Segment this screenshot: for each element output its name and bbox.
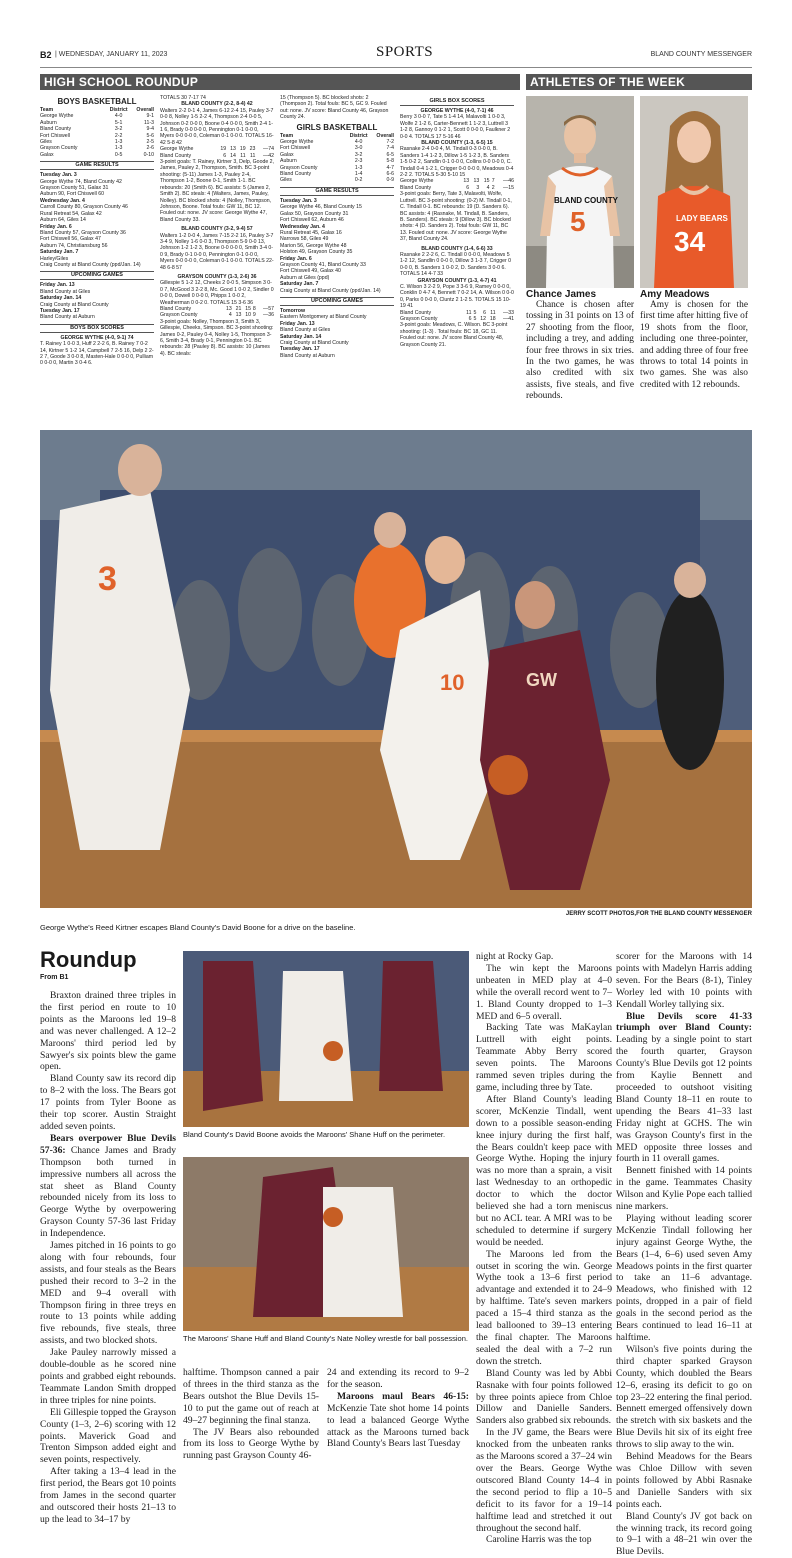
line-score-cell: 6 — [468, 316, 472, 322]
schedule-line: Grayson County 41, Bland County 33 — [280, 261, 366, 268]
boys-upcoming-list — [40, 282, 154, 320]
boys-standings-table — [40, 107, 154, 158]
story-paragraph: Bland County saw its record dip to 8–2 with the loss. The Bears got 17 points from Tyler Boone as their top scorer. Austin Straight added seven points. — [40, 1073, 176, 1132]
standings-cell: 4-7 — [386, 164, 394, 171]
standings-cell: 9-1 — [146, 113, 154, 120]
story-paragraph: After Bland County's leading scorer, McKenzie Tindall, went down to a possible season-ending knee injury during the first half, the Bears couldn't keep pace with George Wythe. Hoping the injury was no more than a sprain, a visit last Wednesday to an orthopedic doctor to which the doctor believed she had a torn meniscus but no ACL tear. A MRI was to be scheduled to determine if surgery would be needed. — [476, 1093, 612, 1248]
standings-cell: 3-2 — [354, 151, 363, 158]
line-score-cell: Bland County — [400, 309, 432, 316]
standings-cell: 1-3 — [114, 145, 123, 152]
schedule-line: Bland County 57, Grayson County 36 — [40, 229, 126, 236]
jersey-text: GW — [526, 670, 557, 690]
standings-cell: 3-2 — [114, 126, 123, 133]
story-col-2 — [183, 1367, 319, 1507]
standings-cell: 2-5 — [146, 139, 154, 146]
schedule-date: Tuesday Jan. 3 — [40, 172, 77, 179]
boxscore-text: Rasnake 2 2-2 6, C. Tindall 0 0-0 0, Meadows 5 1-2 12, Sandlin 0 0-0 0, Dillow 3 1-3 7, Crigger 0 0-0 0, B. Sanders 1 0-0 2, D. Sanders 3 0-0 6. TOTALS 14 4-7 33 — [400, 251, 512, 278]
photo-credit: JERRY SCOTT PHOTOS,FOR THE BLAND COUNTY MESSENGER — [565, 911, 752, 917]
line-score — [160, 146, 274, 159]
standings-cell: 6-5 — [386, 151, 394, 158]
line-score — [160, 306, 274, 319]
section-title: SPORTS — [376, 44, 434, 60]
standings-cell: 5-6 — [146, 132, 154, 139]
story-paragraph: After taking a 13–4 lead in the first period, the Bears got 10 points from James in the second quarter and outscored their hosts 21–13 to up the lead to 34–17 by — [40, 1466, 176, 1525]
story-paragraph: Bland County's JV got back on the winning track, its record going to 9–1 with a 48–21 win over the Blue Devils. — [616, 1510, 752, 1558]
standings-cell: 1-4 — [354, 171, 363, 178]
boxscore-text: TOTALS 30 7-17 74 — [160, 95, 206, 101]
boone-huff-photo — [183, 951, 469, 1127]
athlete-text — [526, 300, 634, 403]
standings-cell: George Wythe — [40, 113, 74, 120]
schedule-line: Craig County at Bland County — [40, 301, 109, 308]
story-paragraph: Chance James and Brady Thompson both turned in impressive numbers all across the stat sheet as Bland County rebounded nicely from its loss to George Wythe by overpowering Grayson County 57-36 last Friday in Independence. — [40, 1144, 176, 1240]
athlete-paragraph: Chance is chosen after tossing in 31 points on 13 of 27 shooting from the floor, including a trey, and adding four free throws in six tries. In the two games, he was also credited with six assists, five steals, and five rebounds. — [526, 300, 634, 402]
amy-meadows-photo — [640, 96, 748, 288]
standings-cell: 0-2 — [354, 177, 363, 184]
story-paragraph: In the JV game, the Bears were knocked from the unbeaten ranks as the Maroons scored a 37–24 win over the Bears. George Wythe outscored Bland County 14–4 in the second period to flip a 10–5 deficit to its favor for a 19–14 halftime lead and stretched it out throughout the second half. — [476, 1427, 612, 1534]
schedule-line: Narrows 58, Giles 49 — [280, 236, 329, 243]
boxscore-team-header: BLAND COUNTY (3-2, 9-4) 57 — [181, 226, 253, 233]
story-col-3 — [327, 1367, 469, 1507]
chance-james-photo — [526, 96, 634, 288]
standings-cell: 1-3 — [354, 164, 363, 171]
boxscore-text: Walters 2-2 0-1 4, James 6-12 2-4 15, Pauley 3-7 0-0 8, Nolley 1-5 2-2 4, Thompson 2-4 0-0 5, Johnson 0-2 0-0 0, Boone 0-4 0-0 0, Smith 2-4 1-1 6, Brady 0-0 0-0 0, Pennington 0-1 0-0 0, Myers 0-0 0-0 0, Coleman 0-1 0-0 0. TOTALS 16-42 5-8 42 — [160, 107, 274, 146]
roundup-banner: HIGH SCHOOL ROUNDUP — [40, 74, 520, 90]
story-paragraph: McKenzie Tate shot home 14 points to lead a balanced George Wythe attack as the Maroons turned back Bland County's Bears last Tuesday — [327, 1402, 469, 1450]
schedule-line: Rural Retreat 54, Galax 42 — [40, 210, 102, 217]
schedule-line: Galax 50, Grayson County 31 — [280, 210, 349, 217]
standings-cell: Auburn — [280, 158, 297, 165]
small-photo-caption: The Maroons' Shane Huff and Bland County's Nate Nolley wrestle for ball possession. — [183, 1334, 468, 1343]
story-paragraph: The win kept the Maroons unbeaten in MED play at 4–0 while the overall record went to 7–1. Bland County dropped to 1–3 MED and 6–5 overall. — [476, 962, 612, 1022]
standings-cell: 2-3 — [354, 158, 363, 165]
girls-results-title: GAME RESULTS — [280, 187, 394, 196]
line-score-cell: —46 — [503, 178, 514, 185]
boxscore-text: 3-point goals: T. Rainey, Kirtner 3, Delp, Goode 2, James, Pauley 2, Thompson, Smith. BC 3-point shooting: (5-11) James 1-3, Pauley 2-4, Thompson 1-2, Boone 0-1, Smith 1-1. BC rebounds: 20 (Smith 6). BC assists: 5 (James 2, Smith 2). BC steals: 4 (Walters, James, Pauley, Nolley). BC blocked shots: 4 (Nolley, Thompson, Johnson, Boone. Total fouls: GW 11, BC 12. Fouled out: none. JV score: George Wythe 47, Bland County 33. — [160, 159, 274, 223]
schedule-line: Craig County at Bland County — [280, 340, 349, 346]
line-score-cell: 18 — [489, 316, 496, 322]
line-score-cell: George Wythe — [400, 178, 434, 185]
schedule-line: Auburn 74, Christiansburg 56 — [40, 242, 108, 249]
standings-cell: Galax — [280, 151, 294, 158]
page-number: B2 — [40, 50, 52, 60]
line-score-cell: Bland County — [160, 152, 192, 159]
line-score-cell: 14 — [230, 152, 236, 159]
story-col-1 — [40, 990, 176, 1525]
girls-box-title: GIRLS BOX SCORES — [400, 98, 514, 106]
standings-cell: 11-3 — [144, 119, 154, 126]
athlete-portrait — [526, 96, 634, 288]
paper-name: BLAND COUNTY MESSENGER — [650, 51, 752, 58]
schedule-line: Bland County at Auburn — [280, 352, 335, 359]
story-headline-block — [40, 948, 137, 981]
line-score-cell: 11 — [250, 152, 256, 159]
line-score-cell: 2 — [491, 184, 495, 191]
col-team: Team — [40, 107, 54, 113]
girls-standings-table — [280, 133, 394, 184]
schedule-line: Eastern Montgomery at Bland County — [280, 314, 367, 321]
game-action-illustration — [40, 430, 752, 908]
schedule-date: Tuesday Jan. 3 — [280, 197, 317, 204]
standings-cell: 2-2 — [114, 132, 123, 139]
standings-cell: 1-3 — [114, 139, 123, 146]
story-paragraph: James pitched in 16 points to go along with four rebounds, four assists, and four steals as the Bears pushed their record to 3–2 in the MED and 9–4 overall with Thompson firing in three treys en route to 13 points while adding five rebounds, five steals, three assists, and two blocked shots. — [40, 1240, 176, 1347]
boys-upcoming-title: UPCOMING GAMES — [40, 271, 154, 280]
line-score-cell: 10 — [245, 312, 251, 319]
main-game-photo — [40, 430, 752, 908]
game-action-illustration — [183, 1157, 469, 1331]
standings-cell: 7-4 — [386, 145, 394, 152]
standings-cell: Auburn — [40, 119, 57, 126]
schedule-date: Saturday Jan. 14 — [40, 295, 82, 302]
line-score-cell: 12 — [480, 316, 486, 322]
line-score-cell: 19 — [239, 146, 246, 153]
story-jump-line: From B1 — [40, 974, 69, 981]
story-paragraph: The Maroons led from the outset in scoring the win. George Wythe took a 13–6 first period advantage and extended it to 24–9 by halftime. Tate's seven markers paced a 15–4 third stanza as the lead ballooned to 39–13 entering the final chapter. The Maroons sealed the deal with a 7–2 run down the stretch. — [476, 1248, 612, 1367]
athlete-name: Amy Meadows — [640, 289, 710, 300]
jersey-text: BLAND COUNTY — [554, 196, 618, 205]
schedule-date: Friday Jan. 6 — [40, 223, 72, 230]
story-subhead: Blue Devils score 41-33 triumph over Bland County: — [616, 1010, 752, 1034]
story-paragraph: scorer for the Maroons with 14 points with Madelyn Harris adding seven. For the Bears (8-1), Tinley Worley led with 10 points with Kendall Worley tallying six. — [616, 951, 752, 1010]
boys-box-title: BOYS BOX SCORES — [40, 324, 154, 333]
standings-cell: Bland County — [40, 126, 72, 133]
schedule-line: Auburn at Giles (ppd) — [280, 274, 330, 281]
boxscore-team-header: GRAYSON COUNTY (1-3, 4-7) 41 — [417, 277, 497, 284]
schedule-line: Fort Chiswell 56, Galax 47 — [40, 236, 101, 243]
standings-cell: Giles — [280, 177, 292, 184]
boxscore-text: 3-point goals: Nolley, Thompson 3, Smith 3, Gillespie, Cheeks, Simpson. BC 3-point shooting: James 0-2, Pauley 0-4, Nolley 1-5, Thompson 3-6, Smith 3-4, Brady 0-1, Pennington 0-1. BC rebounds: 28 (Pauley 8). BC assists: 10 (James 4). BC steals: — [160, 318, 274, 357]
schedule-line: Craig County at Bland County (ppd/Jan. 14) — [40, 261, 141, 268]
line-score-cell: —42 — [263, 152, 274, 159]
jersey-number: 34 — [674, 226, 706, 257]
story-paragraph: Bennett finished with 14 points in the game. Teammates Chasity Wilson and Kylie Pope each tallied nine markers. — [616, 1165, 752, 1213]
boys-results-list — [40, 172, 154, 268]
line-score-cell: 13 — [235, 312, 242, 319]
line-score-cell: 13 — [226, 306, 232, 312]
story-paragraph: night at Rocky Gap. — [476, 951, 554, 962]
story-headline: Roundup — [40, 947, 137, 972]
schedule-line: Craig County at Bland County (ppd/Jan. 14) — [280, 287, 381, 294]
standings-cell: 5-8 — [386, 158, 394, 165]
athlete-paragraph: Amy is chosen for the first time after hitting five of 19 shots from the floor, including one three-pointer, and adding three of four free throws to total 14 points in two games. She was also credited with 12 rebounds. — [640, 300, 748, 390]
boxscore-team-header: BLAND COUNTY (1-3, 6-5) 15 — [421, 140, 493, 147]
line-score-cell: 11 — [240, 152, 246, 159]
story-paragraph: Wilson's five points during the third chapter sparked Grayson County, which doubled the Bears 12–6, erasing its deficit to go on top 23–22 entering the final period. Bennett emerged offensively down the stretch with six baskets and the Blue Devils hit six of its eight free throws to slip away to the win. — [616, 1343, 752, 1451]
boxscore-text: Gillespie 5 1-2 12, Cheeks 2 0-0 5, Simpson 3 0-0 7, McGood 3 2-2 8, Mc. Good 1 0-0 2, Sindler 0 0-0 0, Dowell 0 0-0 0, Phipps 1 0-0 2, Weatherman 0 0-2 0. TOTALS 15 3-6 36 — [160, 280, 274, 306]
schedule-line: Auburn 90, Fort Chiswell 60 — [40, 191, 105, 198]
line-score-cell: 15 — [483, 178, 490, 185]
line-score-cell: 13 — [463, 178, 470, 185]
col-team: Team — [280, 132, 294, 139]
col-overall: Overall — [136, 107, 154, 113]
story-paragraph: 24 and extending its record to 9–2 for the season. — [327, 1367, 469, 1390]
story-subhead: Maroons maul Bears 46-15: — [337, 1390, 469, 1402]
jersey-number: 10 — [440, 670, 465, 695]
story-col-5 — [616, 951, 752, 1558]
standings-row — [40, 152, 154, 158]
line-score-cell: 3 — [476, 184, 480, 191]
schedule-line: Fort Chiswell 62, Auburn 46 — [280, 217, 344, 224]
schedule-line: Bland County at Giles — [40, 288, 91, 295]
game-action-illustration — [183, 951, 469, 1127]
schedule-line: Rural Retreat 45, Galax 16 — [280, 229, 342, 236]
boys-standings-title: BOYS BASKETBALL — [57, 97, 137, 106]
standings-cell: Fort Chiswell — [280, 145, 310, 152]
story-subhead: Bears overpower Blue Devils 57-36: — [40, 1132, 176, 1156]
line-score-cell: 5 — [473, 309, 477, 316]
schedule-line: Grayson County 51, Galax 31 — [40, 185, 109, 192]
schedule-line: Harley/Giles — [40, 255, 69, 262]
standings-cell: 3-0 — [354, 145, 363, 152]
line-score-cell: 6 — [483, 309, 486, 316]
standings-cell: Bland County — [280, 171, 312, 178]
standings-cell: 0-5 — [114, 151, 123, 158]
col-district: District — [109, 107, 128, 113]
line-score-cell: —57 — [263, 306, 274, 312]
schedule-line: Carroll County 80, Grayson County 46 — [40, 204, 128, 211]
schedule-date: Tuesday Jan. 17 — [40, 307, 80, 314]
schedule-date: Saturday Jan. 7 — [40, 249, 79, 256]
standings-cell: Galax — [40, 151, 54, 158]
line-score-cell: 4 — [228, 312, 232, 319]
schedule-line: Marion 56, George Wythe 48 — [280, 242, 347, 249]
standings-cell: 0-9 — [386, 177, 394, 184]
line-score — [400, 178, 514, 191]
schedule-line: Auburn 64, Giles 14 — [40, 217, 86, 224]
line-score-cell: 21 — [235, 306, 242, 312]
schedule-line: George Wythe 46, Bland County 15 — [280, 204, 362, 211]
story-paragraph: Bland County was led by Abbi Rasnake with four points followed by three points apiece from Chloe Dillow and Danielle Sanders. Sanders also grabbed six rebounds. — [476, 1367, 612, 1427]
schedule-date: Friday Jan. 6 — [280, 255, 312, 262]
line-score-cell: 6 — [223, 152, 227, 159]
line-score-cell: 7 — [491, 178, 495, 185]
line-score-cell: 5 — [473, 316, 477, 322]
line-score-cell: 8 — [252, 306, 256, 312]
standings-cell: 7-2 — [386, 139, 394, 146]
line-score-cell: 19 — [220, 146, 227, 153]
huff-nolley-photo — [183, 1157, 469, 1331]
line-score-cell: Bland County — [400, 184, 432, 191]
line-score-cell: Grayson County — [160, 312, 198, 319]
boys-results-title: GAME RESULTS — [40, 161, 154, 170]
boxscore-text: 3-point goals: Meadows, C. Wilson. BC 3-point shooting: (1-3) . Total fouls: BC 18, GC 11. Fouled out: none. JV score Bland County 48, Grayson County 21. — [400, 322, 508, 348]
schedule-line: Fort Chiswell 49, Galax 40 — [280, 268, 341, 275]
story-col-4 — [476, 951, 612, 1546]
boxscore-team-header: GEORGE WYTHE (4-0, 9-1) 74 — [60, 334, 134, 341]
story-paragraph: Leading by a single point to start the fourth quarter, Grayson County's Blue Devils got 12 points from Kaylie Bennett and proceeded to outshoot visiting Bland County 18–11 en route to upending the Bears 41–33 last Friday night at GCHS. The win was Grayson County's first in the MED opposite three losses and fourth in 11 overall games. — [616, 1034, 752, 1165]
line-score-cell: —15 — [503, 184, 514, 191]
line-score-cell: 11 — [466, 309, 472, 316]
small-photo-caption: Bland County's David Boone avoids the Maroons' Shane Huff on the perimeter. — [183, 1130, 446, 1139]
athlete-portrait — [640, 96, 748, 288]
boxscore-text: Berry 3 0-0 7, Tate 5 1-4 14, Malavolti 1 0-0 3, Wolfe 2 1-2 6, Carter-Bennett 1 1-2 3, Luttrell 3 1-2 8, Gannoy 0 1-2 1, Scott 0 0-0 0, Faulkner 2 0-0 4. TOTALS 17 5-16 46 — [400, 114, 511, 140]
schedule-line: George Wythe 74, Bland County 42 — [40, 178, 122, 185]
line-score-cell: 4 — [486, 184, 490, 191]
col-district: District — [349, 132, 368, 139]
story-paragraph: The JV Bears also rebounded from its loss to George Wythe by running past Grayson County 46- — [183, 1426, 319, 1462]
boxscore-text: Walters 1-2 0-0 4, James 7-15 2-2 16, Pauley 3-7 3-4 9, Nolley 1-6 0-0 3, Thompson 5-9 0-0 13, Johnson 1-2 1-2 3, Boone 0-0 0-0 0, Smith 3-4 0-0 9, Brady 0-1 0-0 0, Pennington 0-1 0-0 0, Myers 0-0 0-0 0, Coleman 0-1 0-0 0. TOTALS 22-48 6-8 57 — [160, 232, 274, 271]
amy-meadows-blurb — [640, 289, 748, 391]
standings-cell: Grayson County — [280, 164, 318, 171]
col-overall: Overall — [376, 132, 394, 139]
jersey-text: LADY BEARS — [676, 214, 728, 223]
boxscore-team-header: GRAYSON COUNTY (1-3, 2-6) 36 — [177, 273, 257, 280]
standings-cell: 6-6 — [386, 171, 394, 178]
schedule-date: Tomorrow — [280, 307, 305, 314]
boxscore-team-header: GEORGE WYTHE (4-0, 7-1) 46 — [420, 108, 494, 114]
girls-upcoming-title: UPCOMING GAMES — [280, 297, 394, 306]
line-score — [400, 310, 514, 323]
line-score-cell: 13 — [473, 178, 480, 185]
story-paragraph: Eli Gillespie topped the Grayson County (1–3, 2–6) scoring with 12 points. Maverick Goad and Trenton Simpson added eight and seven points, respectively. — [40, 1406, 176, 1466]
page-header — [40, 40, 752, 66]
line-score-cell: —36 — [263, 312, 274, 319]
standings-cell: 2-6 — [146, 145, 154, 152]
line-score-cell: 13 — [230, 146, 236, 153]
story-paragraph: Braxton drained three triples in the first period en route to 10 points as the Maroons led 19–8 and was never challenged. A 12–2 Maroons' third period led by Sawyer's six points blew the game open. — [40, 990, 176, 1073]
line-score-cell: 6 — [466, 184, 470, 191]
schedule-date: Tuesday Jan. 17 — [280, 346, 320, 353]
line-score-cell: George Wythe — [160, 146, 194, 153]
chance-james-blurb — [526, 289, 634, 403]
schedule-date: Saturday Jan. 7 — [280, 281, 319, 288]
boxscore-text: T. Rainey 1 0-0 3, Huff 2 2-2 6, B. Rainey 7 0-2 14, Kirtner 5 1-2 14, Campbell 7 2-5 16, Delp 2 2-2 7, Goode 3 0-0 8, Masten-Hale 0 0-0 0, Pulliam 0 0-0 0, Martin 3 0-4 6. — [40, 341, 154, 367]
standings-row — [280, 177, 394, 183]
standings-cell: Fort Chiswell — [40, 132, 70, 139]
line-score-cell: Grayson County — [400, 316, 438, 322]
jersey-number: 5 — [570, 206, 586, 237]
issue-date: | WEDNESDAY, JANUARY 11, 2023 — [55, 51, 168, 58]
schedule-line: Bland County at Auburn — [40, 314, 95, 321]
standings-cell: George Wythe — [280, 139, 314, 146]
jersey-number: 3 — [98, 560, 117, 598]
line-score-cell: 15 — [245, 306, 251, 312]
athlete-name: Chance James — [526, 289, 597, 300]
boxscore-team-header: BLAND COUNTY (1-4, 6-6) 33 — [421, 245, 493, 252]
girls-results-list — [280, 198, 394, 294]
boxscore-text: C. Wilson 3 2-2 9, Pope 3 3-6 9, Ramey 0 0-0 0, Conklin 0 4-7 4, Bennett 7 0-2 14, A. Wilson 0 0-0 0, Parks 0 0-0 0, Cluntz 2 1-2 5. TOTALS 15 10-19 41 — [400, 283, 514, 310]
schedule-line: Bland County at Giles — [280, 327, 331, 334]
boxscore-text: 3-point goals: Berry, Tate 3, Malavolti, Wolfe, Luttrell. BC 3-point shooting: (0-2) M. Tindall 0-1, C. Tindall 0-1. BC rebounds: 19 (D. Sanders 6). BC assists: 4 (Rasnake, M. Tindall, B. Sanders, B. Sanders). BC steals: 9 (Dillow 3). BC blocked shots: 4 (D. Sanders 2). Total fouls: GW 11, BC 13. Fouled out: none. JV score: George Wythe 37, Bland County 24. — [400, 191, 512, 243]
schedule-date: Friday Jan. 13 — [40, 282, 75, 289]
standings-cell: 4-0 — [114, 113, 123, 120]
standings-cell: 4-0 — [354, 139, 363, 146]
line-score-cell: —33 — [503, 309, 514, 316]
standings-cell: Grayson County — [40, 145, 78, 152]
line-score-cell: 23 — [249, 146, 256, 153]
header-rule — [40, 67, 752, 68]
athletes-banner: ATHLETES OF THE WEEK — [526, 74, 752, 90]
schedule-line: Holston 49, Grayson County 35 — [280, 249, 353, 256]
line-score-cell: Bland County — [160, 306, 192, 312]
girls-standings-title: GIRLS BASKETBALL — [296, 122, 378, 132]
standings-cell: 5-1 — [114, 119, 123, 126]
schedule-date: Saturday Jan. 14 — [280, 333, 322, 340]
story-paragraph: Jake Pauley narrowly missed a double-double as he scored nine points and grabbed eight rebounds. Teammate Landon Smith dropped in three triples for nine points. — [40, 1347, 176, 1406]
standings-cell: 0-10 — [143, 151, 154, 158]
story-paragraph: Behind Meadows for the Bears was Chloe Dillow with seven points followed by Abbi Rasnake and Danielle Sanders with six points each. — [616, 1451, 752, 1510]
story-paragraph: halftime. Thompson canned a pair of threes in the third stanza as the Bears outshot the Blue Devils 15-10 to put the game out of reach at 49–27 beginning the final stanza. — [183, 1367, 319, 1426]
story-paragraph: Playing without leading scorer McKenzie Tindall following her injury against George Wythe, the Bears (1–4, 6–6) used seven Amy Meadows points in the first quarter to take an 11–6 advantage. Meadows, who finished with 12 points, dropped in a pair of field goals in the second period as the Bears continued to lead 16–11 at halftime. — [616, 1212, 752, 1343]
standings-cell: 9-4 — [146, 126, 154, 133]
boxscore-text: 15 (Thompson 5). BC blocked shots: 2 (Thompson 2). Total fouls: BC 5, GC 9. Fouled out: none. JV score: Bland County 46, Grayson County 24. — [280, 95, 389, 121]
schedule-date: Wednesday Jan. 4 — [280, 223, 325, 230]
line-score-cell: 9 — [252, 312, 256, 319]
boxscore-text: Rasnake 2-4 0-0 4, M. Tindall 0-3 0-0 0, B. Sanders 1-4 1-2 3, Dillow 1-5 1-2 3, B. Sanders 1-5 0-2 2, Sandlin 0-1 0-0 0, Collins 0-0 0-0 0, C. Tindall 0-4 1-2 1, Crigger 0-0 0-0 0, Meadows 0-4 2-2 2. TOTALS 5-30 5-10 15 — [400, 146, 514, 179]
standings-cell: Giles — [40, 139, 52, 146]
main-photo-caption: George Wythe's Reed Kirtner escapes Bland County's David Boone for a drive on the baseline. — [40, 923, 356, 932]
athlete-text — [640, 300, 748, 391]
story-paragraph: Backing Tate was MaKaylan Luttrell with eight points. Teammate Abby Berry scored seven points. The Maroons rammed seven triples during the game, including three by Tate. — [476, 1022, 612, 1093]
schedule-date: Wednesday Jan. 4 — [40, 197, 85, 204]
story-paragraph: Caroline Harris was the top — [486, 1534, 592, 1546]
schedule-date: Friday Jan. 13 — [280, 320, 315, 327]
girls-upcoming-list — [280, 308, 394, 359]
line-score-cell: —41 — [503, 316, 514, 322]
line-score-cell: 11 — [490, 309, 496, 316]
line-score-cell: —74 — [263, 146, 274, 153]
boxscore-team-header: BLAND COUNTY (2-2, 8-4) 42 — [181, 101, 253, 108]
